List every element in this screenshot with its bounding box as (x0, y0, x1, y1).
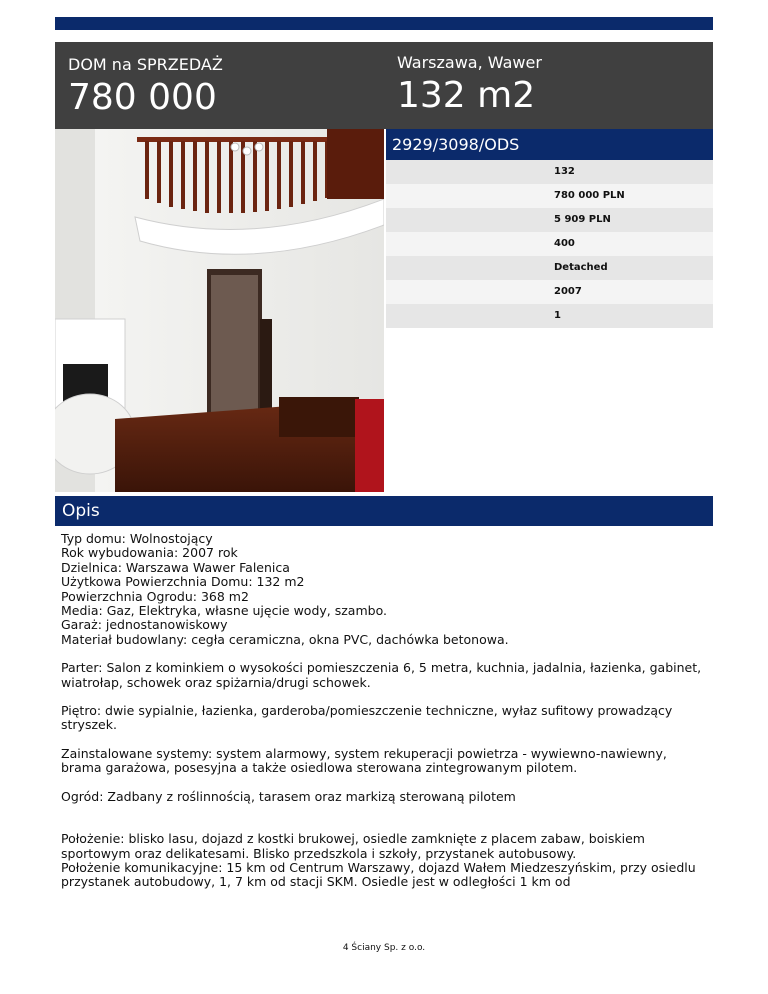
transport-text: Położenie komunikacyjne: 15 km od Centrum Warszawy, dojazd Wałem Miedzeszyńskim, przy osiedlu przystanek autobudowy, 1, 7 km od stacji SKM. Osiedle jest w odległości 1 km od (61, 859, 696, 890)
detail-line: Media: Gaz, Elektryka, własne ujęcie wody, szambo. (61, 603, 387, 619)
location-block (397, 54, 542, 116)
description (61, 532, 711, 890)
area: 132 m2 (397, 75, 536, 116)
interior-photo-illustration (55, 129, 384, 492)
location-paragraph (61, 832, 711, 890)
detail-line: Dzielnica: Warszawa Wawer Falenica (61, 559, 290, 575)
systems-paragraph: Zainstalowane systemy: system alarmowy, system rekuperacji powietrza - wywiewno-nawiewny, brama garażowa, posesyjna a także osiedlowa sterowana zintegrowanym pilotem. (61, 745, 667, 776)
detail-line: Materiał budowlany: cegła ceramiczna, okna PVC, dachówka betonowa. (61, 631, 509, 647)
spec-row: 132 (386, 160, 713, 184)
property-photo (55, 129, 384, 492)
location-text: Położenie: blisko lasu, dojazd z kostki brukowej, osiedle zamknięte z placem zabaw, boiskiem sportowym oraz delikatesami. Blisko przedszkola i szkoły, przystanek autobusowy. (61, 831, 645, 861)
parter-paragraph: Parter: Salon z kominkiem o wysokości pomieszczenia 6, 5 metra, kuchnia, jadalnia, łazienka, gabinet, wiatrołap, schowek oraz spiżarnia/drugi schowek. (61, 660, 702, 690)
pietro-paragraph: Piętro: dwie sypialnie, łazienka, garderoba/pomieszczenie techniczne, wyłaz sufitowy prowadzący stryszek. (61, 703, 673, 733)
listing-reference: 2929/3098/ODS (386, 129, 713, 160)
garden-paragraph: Ogród: Zadbany z roślinnością, tarasem oraz markizą sterowaną pilotem (61, 788, 516, 804)
spec-row: 2007 (386, 280, 713, 304)
detail-line: Użytkowa Powierzchnia Domu: 132 m2 (61, 574, 305, 590)
spec-row: 780 000 PLN (386, 184, 713, 208)
detail-line: Garaż: jednostanowiskowy (61, 617, 228, 633)
section-title: Opis (55, 496, 713, 526)
footer-company: 4 Ściany Sp. z o.o. (342, 943, 426, 953)
spec-row: Detached (386, 256, 713, 280)
detail-line: Typ domu: Wolnostojący (61, 531, 213, 546)
spec-row: 5 909 PLN (386, 208, 713, 232)
spec-row: 400 (386, 232, 713, 256)
spec-row: 1 (386, 304, 713, 328)
price-block (68, 56, 223, 118)
detail-line: Powierzchnia Ogrodu: 368 m2 (61, 588, 249, 604)
listing-type: DOM na SPRZEDAŻ (68, 55, 223, 74)
listing-header (55, 42, 713, 129)
details-block (61, 532, 711, 647)
top-accent-bar (55, 17, 713, 30)
price: 780 000 (68, 77, 217, 118)
detail-line: Rok wybudowania: 2007 rok (61, 545, 238, 561)
location: Warszawa, Wawer (397, 53, 542, 72)
